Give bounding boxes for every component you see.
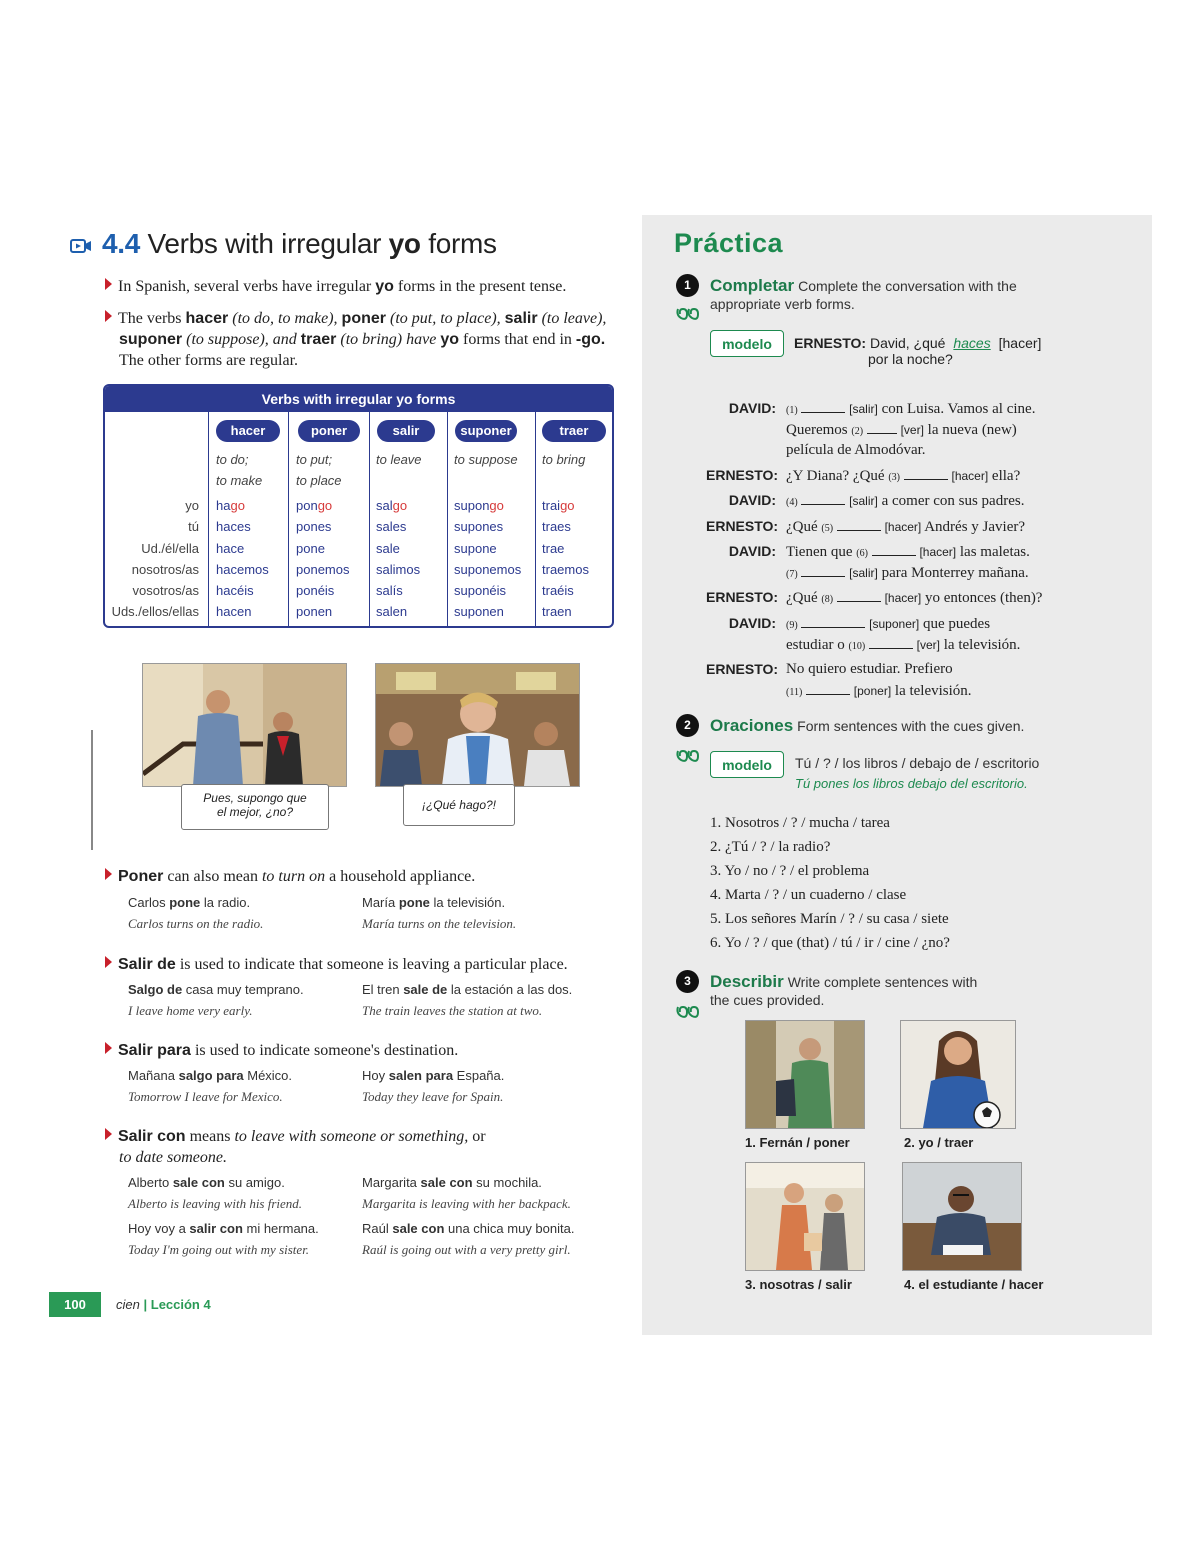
table-divider <box>447 412 448 626</box>
verb-form: salimos <box>376 562 421 577</box>
meaning: to make <box>216 473 263 488</box>
verb-pill-suponer: suponer <box>455 420 517 442</box>
modelo-cue: Tú / ? / los libros / debajo de / escritorio <box>795 755 1040 771</box>
dialogue-line: ¿Y Diana? ¿Qué (3) [hacer] ella? <box>786 468 1021 484</box>
table-divider <box>208 412 209 626</box>
photo-caption: 1. Fernán / poner <box>745 1135 850 1150</box>
activity-number: 2 <box>676 714 699 737</box>
verb-form: pone <box>296 541 325 556</box>
example-sentence: Hoy salen para España. <box>362 1068 505 1083</box>
answer-blank[interactable] <box>801 400 845 413</box>
example-sentence: María pone la televisión. <box>362 895 506 910</box>
meaning: to put; <box>296 452 333 467</box>
example-translation: I leave home very early. <box>128 1003 253 1018</box>
arrow-icon <box>105 1128 112 1140</box>
modelo-label: modelo <box>710 330 784 357</box>
speech-bubble-left: Pues, supongo que el mejor, ¿no? <box>181 784 329 830</box>
speaker-label: ERNESTO: <box>706 518 779 534</box>
intro-bullet-2: The verbs hacer (to do, to make), poner (to put, to place), salir (to leave), suponer (to suppose), and traer (to bring) have yo forms that end in -go. The other forms are regular. <box>105 308 615 371</box>
example-translation: Carlos turns on the radio. <box>128 916 264 931</box>
answer-blank[interactable] <box>869 636 913 649</box>
verb-form: hace <box>216 541 245 556</box>
verb-form: ponéis <box>296 583 335 598</box>
activity-3-header: Describir Write complete sentences with the cues provided. <box>710 972 978 1008</box>
verb-form: salen <box>376 604 408 619</box>
dialogue-line: (7) [salir] para Monterrey mañana. <box>786 565 1029 581</box>
pair-work-icon <box>675 1003 699 1021</box>
arrow-icon <box>105 1042 112 1054</box>
activity-1-header: Completar Complete the conversation with the appropriate verb forms. <box>710 276 1017 312</box>
dialogue-line: ¿Qué (8) [hacer] yo entonces (then)? <box>786 590 1043 606</box>
verb-form: ponen <box>296 604 333 619</box>
speaker-label: ERNESTO: <box>706 661 779 677</box>
verb-pill-traer: traer <box>542 420 606 442</box>
dialogue-line: (11) [poner] la televisión. <box>786 683 972 699</box>
page-footer: cien | Lección 4 <box>116 1297 211 1312</box>
answer-blank[interactable] <box>801 564 845 577</box>
dialogue-line: (4) [salir] a comer con sus padres. <box>786 493 1025 509</box>
example-sentence: Mañana salgo para México. <box>128 1068 293 1083</box>
photo-caption: 4. el estudiante / hacer <box>904 1277 1044 1292</box>
note-salir-para: Salir para is used to indicate someone's destination. <box>105 1040 458 1061</box>
modelo-answer: Tú pones los libros debajo del escritorio. <box>795 776 1028 791</box>
page-number: 100 <box>49 1292 101 1317</box>
verb-form: hacéis <box>216 583 254 598</box>
answer-blank[interactable] <box>904 467 948 480</box>
activity-number: 3 <box>676 970 699 993</box>
example-translation: Today they leave for Spain. <box>362 1089 504 1104</box>
verb-form: traéis <box>542 583 574 598</box>
example-sentence: Alberto sale con su amigo. <box>128 1175 285 1190</box>
speaker-label: ERNESTO: <box>706 467 779 483</box>
exercise-item: 5. Los señores Marín / ? / su casa / siete <box>710 911 949 927</box>
verb-form: salís <box>376 583 403 598</box>
yo-form: supongo <box>454 498 504 513</box>
video-icon[interactable] <box>70 238 92 254</box>
dialogue-line: (9) [suponer] que puedes <box>786 616 991 632</box>
meaning: to suppose <box>454 452 518 467</box>
margin-rule <box>91 730 93 850</box>
modelo-example: ERNESTO: David, ¿qué haces [hacer] por la noche? <box>794 335 1042 367</box>
verb-form: supone <box>454 541 497 556</box>
verb-form: supones <box>454 519 504 534</box>
arrow-icon <box>105 956 112 968</box>
verb-form: traen <box>542 604 572 619</box>
example-translation: Margarita is leaving with her backpack. <box>362 1196 571 1211</box>
verb-form: suponéis <box>454 583 507 598</box>
verb-form: suponemos <box>454 562 522 577</box>
verb-pill-poner: poner <box>298 420 360 442</box>
verb-form: pones <box>296 519 332 534</box>
answer-blank[interactable] <box>806 682 850 695</box>
photo-stairwell <box>142 663 347 787</box>
speaker-label: DAVID: <box>728 400 776 416</box>
meaning: to bring <box>542 452 586 467</box>
photo-subway <box>375 663 580 787</box>
dialogue-line: estudiar o (10) [ver] la televisión. <box>786 637 1021 653</box>
answer-blank[interactable] <box>837 518 881 531</box>
example-sentence: Margarita sale con su mochila. <box>362 1175 542 1190</box>
answer-blank[interactable] <box>801 615 865 628</box>
verb-form: trae <box>542 541 565 556</box>
example-sentence: Salgo de casa muy temprano. <box>128 982 304 997</box>
example-translation: Today I'm going out with my sister. <box>128 1242 310 1257</box>
pair-work-icon <box>675 747 699 765</box>
example-translation: Tomorrow I leave for Mexico. <box>128 1089 283 1104</box>
pronoun: nosotros/as <box>131 562 199 577</box>
table-divider <box>369 412 370 626</box>
activity-2-header: Oraciones Form sentences with the cues given. <box>710 716 1025 735</box>
speaker-label: DAVID: <box>728 615 776 631</box>
pronoun: Uds./ellos/ellas <box>111 604 199 619</box>
arrow-icon <box>105 310 112 322</box>
verb-form: ponemos <box>296 562 350 577</box>
table-divider <box>535 412 536 626</box>
verb-form: haces <box>216 519 251 534</box>
photo-caption: 3. nosotras / salir <box>745 1277 852 1292</box>
dialogue-line: Tienen que (6) [hacer] las maletas. <box>786 544 1030 560</box>
exercise-item: 2. ¿Tú / ? / la radio? <box>710 839 831 855</box>
speaker-label: ERNESTO: <box>706 589 779 605</box>
answer-blank[interactable] <box>801 492 845 505</box>
exercise-item: 4. Marta / ? / un cuaderno / clase <box>710 887 907 903</box>
photo-nosotras <box>745 1162 865 1271</box>
dialogue-line: Queremos (2) [ver] la nueva (new) <box>786 422 1017 438</box>
yo-form: pongo <box>296 498 333 513</box>
photo-estudiante <box>902 1162 1022 1271</box>
verb-form: sale <box>376 541 400 556</box>
example-sentence: El tren sale de la estación a las dos. <box>362 982 573 997</box>
speaker-label: DAVID: <box>728 543 776 559</box>
pronoun: Ud./él/ella <box>141 541 199 556</box>
verb-pill-hacer: hacer <box>216 420 280 442</box>
photo-yo <box>900 1020 1016 1129</box>
verb-form: hacen <box>216 604 252 619</box>
yo-form: hago <box>216 498 245 513</box>
meaning: to leave <box>376 452 422 467</box>
table-divider <box>288 412 289 626</box>
verb-form: traemos <box>542 562 589 577</box>
example-translation: The train leaves the station at two. <box>362 1003 543 1018</box>
activity-number: 1 <box>676 274 699 297</box>
speaker-label: DAVID: <box>728 492 776 508</box>
dialogue-line: No quiero estudiar. Prefiero <box>786 661 953 677</box>
verb-pill-salir: salir <box>377 420 435 442</box>
verb-form: suponen <box>454 604 504 619</box>
photo-caption: 2. yo / traer <box>904 1135 974 1150</box>
pair-work-icon <box>675 305 699 323</box>
example-sentence: Hoy voy a salir con mi hermana. <box>128 1221 319 1236</box>
verb-table <box>103 384 614 628</box>
exercise-item: 3. Yo / no / ? / el problema <box>710 863 870 879</box>
note-salir-de: Salir de is used to indicate that someone is leaving a particular place. <box>105 954 568 975</box>
photo-fernan <box>745 1020 865 1129</box>
intro-bullet-1: In Spanish, several verbs have irregular yo forms in the present tense. <box>105 276 615 297</box>
example-translation: Alberto is leaving with his friend. <box>128 1196 303 1211</box>
example-translation: María turns on the television. <box>362 916 517 931</box>
meaning: to do; <box>216 452 249 467</box>
table-title: Verbs with irregular yo forms <box>105 386 612 412</box>
speech-bubble-right: ¡¿Qué hago?! <box>403 784 515 826</box>
yo-form: traigo <box>542 498 575 513</box>
example-translation: Raúl is going out with a very pretty girl. <box>362 1242 571 1257</box>
exercise-item: 1. Nosotros / ? / mucha / tarea <box>710 815 890 831</box>
exercise-item: 6. Yo / ? / que (that) / tú / ir / cine / ¿no? <box>710 935 950 951</box>
example-sentence: Raúl sale con una chica muy bonita. <box>362 1221 575 1236</box>
arrow-icon <box>105 278 112 290</box>
pronoun: yo <box>185 498 199 513</box>
note-poner: Poner can also mean to turn on a household appliance. <box>105 866 475 887</box>
verb-form: hacemos <box>216 562 269 577</box>
section-title: 4.4 Verbs with irregular yo forms <box>102 228 497 259</box>
answer-blank[interactable] <box>867 421 897 434</box>
example-sentence: Carlos pone la radio. <box>128 895 251 910</box>
arrow-icon <box>105 868 112 880</box>
note-salir-con: Salir con means to leave with someone or something, or to date someone. <box>105 1126 525 1168</box>
dialogue-line: ¿Qué (5) [hacer] Andrés y Javier? <box>786 519 1025 535</box>
answer-blank[interactable] <box>837 589 881 602</box>
dialogue-line: película de Almodóvar. <box>786 442 926 458</box>
pronoun: tú <box>188 519 199 534</box>
answer-blank[interactable] <box>872 543 916 556</box>
practice-title: Práctica <box>674 228 784 258</box>
modelo-label: modelo <box>710 751 784 778</box>
meaning: to place <box>296 473 342 488</box>
yo-form: salgo <box>376 498 408 513</box>
dialogue-line: (1) [salir] con Luisa. Vamos al cine. <box>786 401 1036 417</box>
pronoun: vosotros/as <box>132 583 199 598</box>
verb-form: sales <box>376 519 407 534</box>
verb-form: traes <box>542 519 571 534</box>
